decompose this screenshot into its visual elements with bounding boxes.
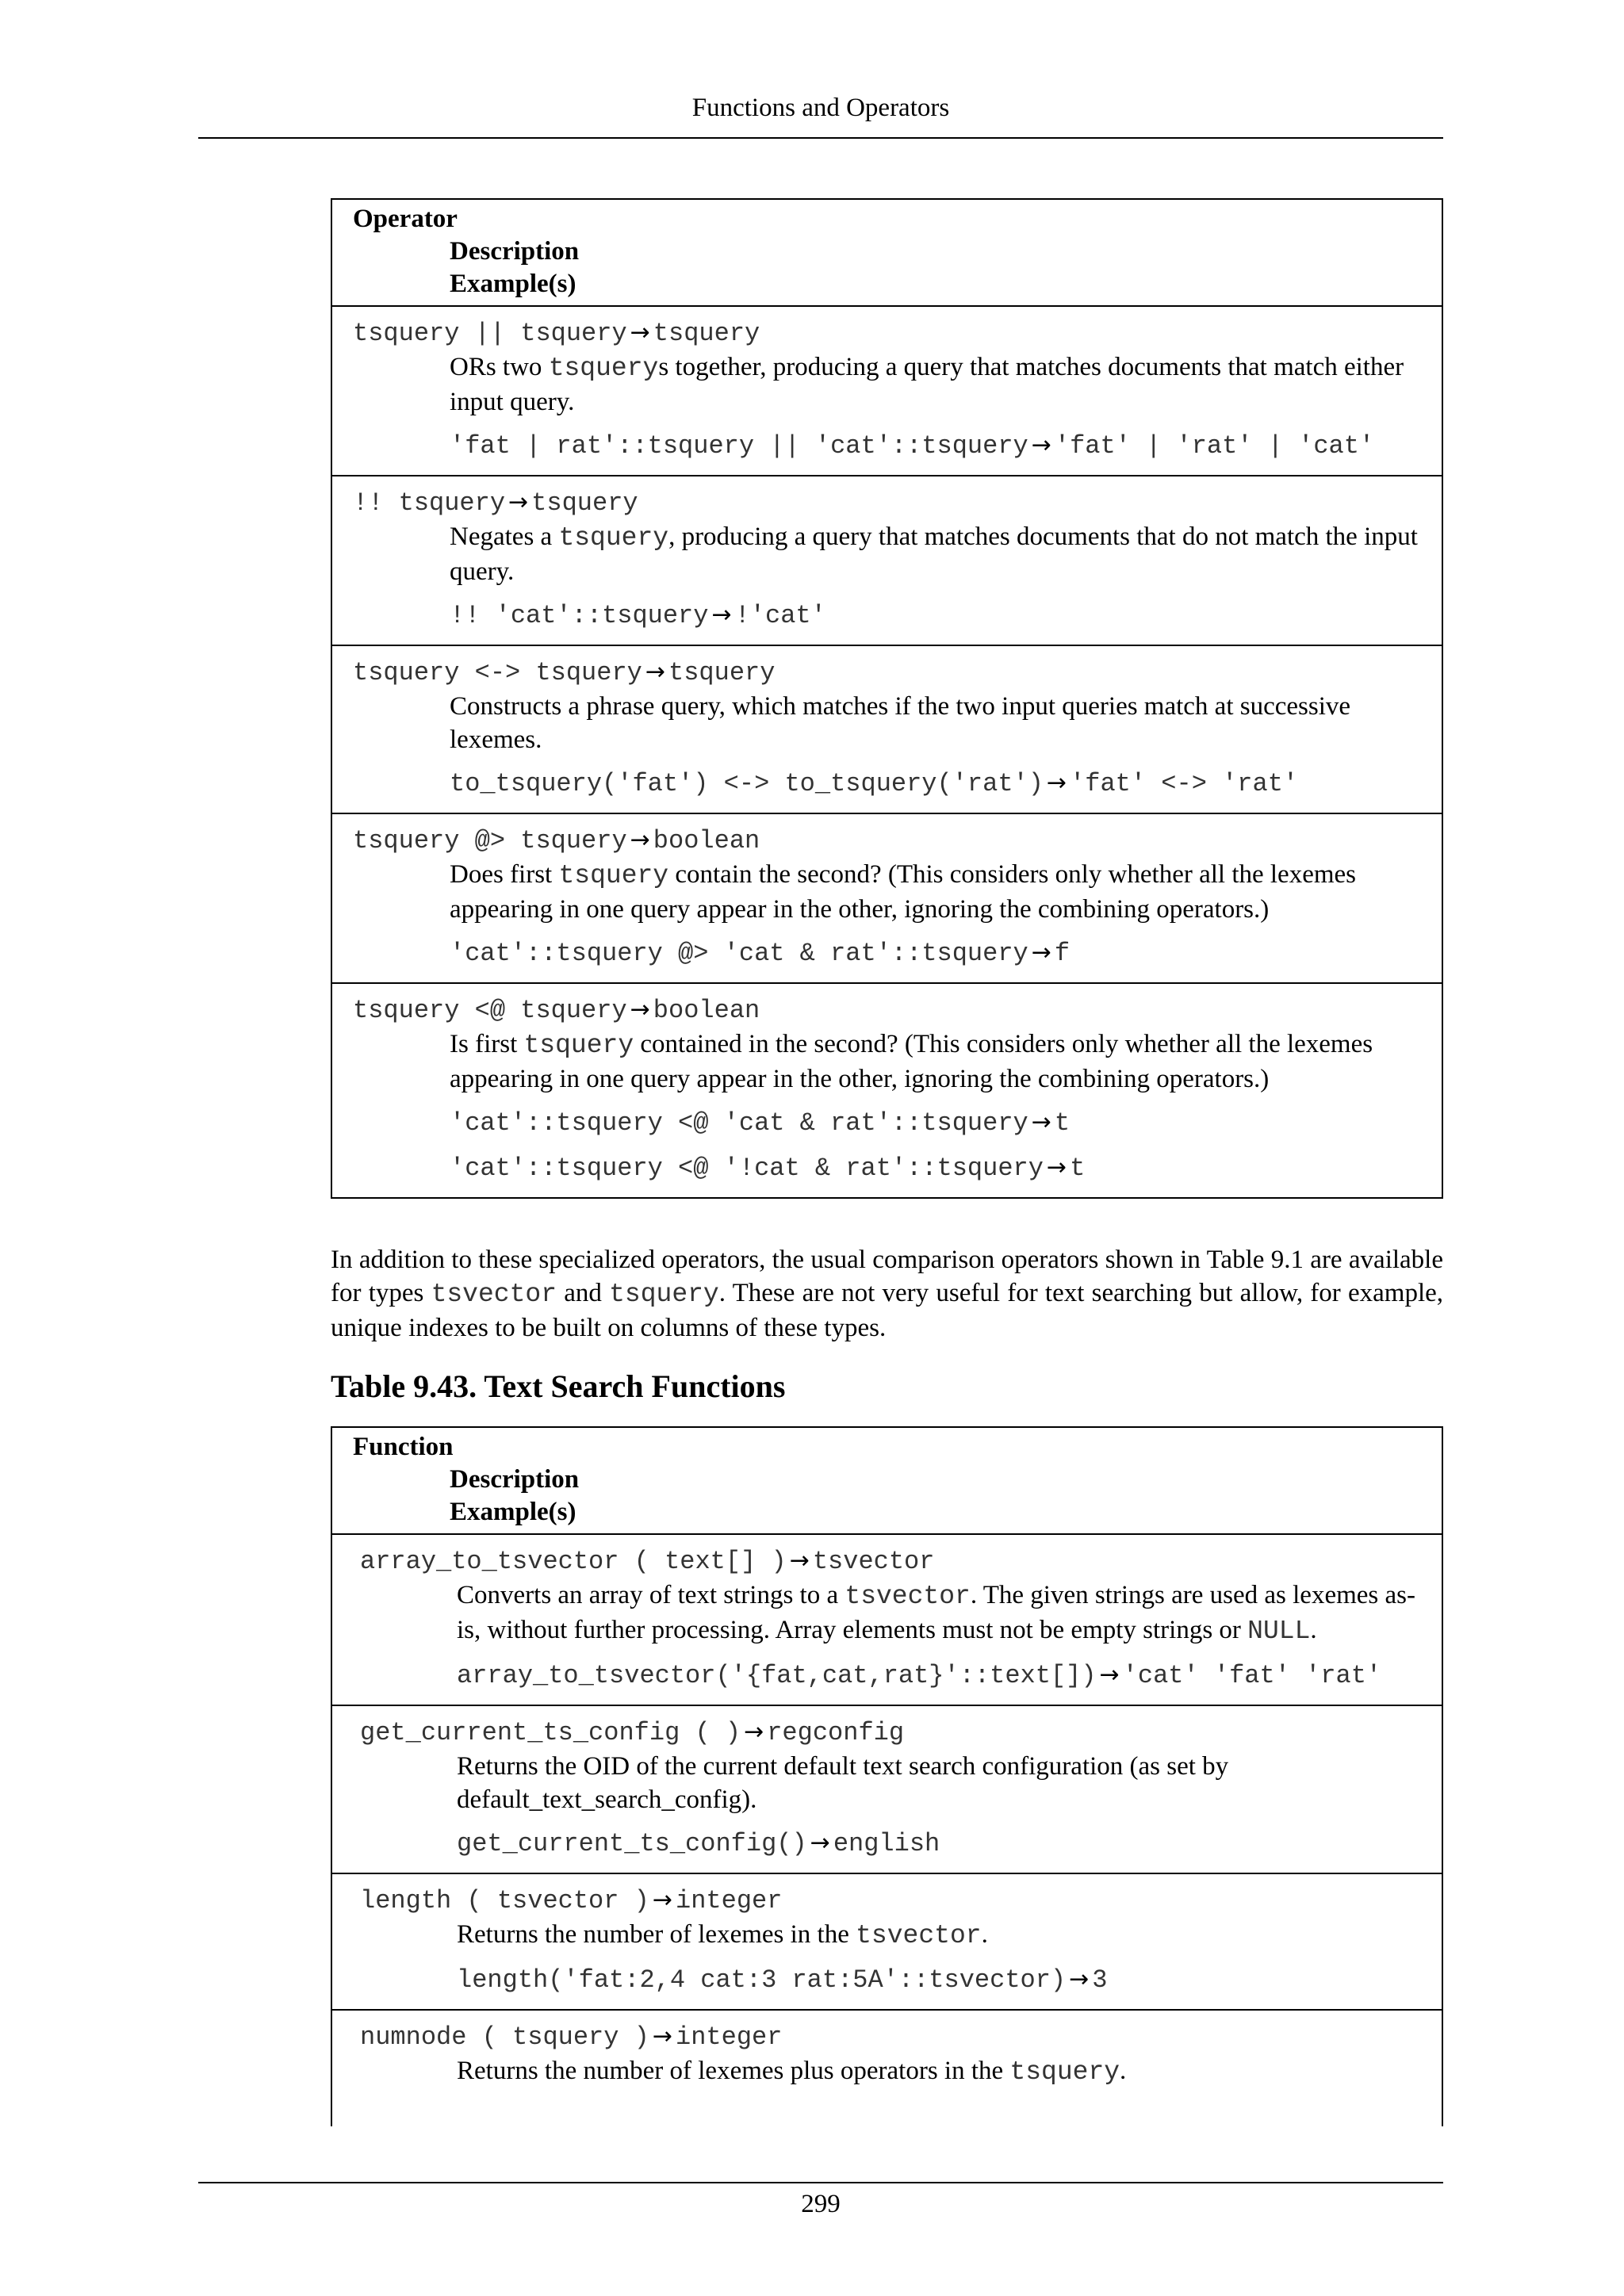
page-header: Functions and Operators bbox=[691, 94, 950, 122]
example bbox=[353, 764, 1423, 802]
arrow-icon: → bbox=[1031, 1108, 1051, 1136]
inline-code: tsvector bbox=[856, 1921, 982, 1950]
table-header bbox=[332, 1428, 1442, 1535]
arrow-icon: → bbox=[1046, 1154, 1067, 1181]
inline-code: tsquery bbox=[558, 861, 669, 890]
header-cell: Example(s) bbox=[450, 270, 576, 298]
signature-code: tsquery || tsquery bbox=[353, 319, 627, 348]
example-result: 3 bbox=[1092, 1965, 1108, 1995]
arrow-icon: → bbox=[652, 1886, 672, 1914]
example-result: t bbox=[1054, 1108, 1071, 1138]
description: ORs two tsquerys together, producing a query that matches documents that match either input query. bbox=[450, 353, 1404, 416]
example-result: 'fat' | 'rat' | 'cat' bbox=[1054, 431, 1375, 461]
example-code: get_current_ts_config() bbox=[457, 1829, 807, 1858]
header-cell: Description bbox=[450, 237, 580, 266]
return-type: tsquery bbox=[653, 319, 760, 348]
example-result: !'cat' bbox=[734, 601, 826, 630]
example-result: t bbox=[1070, 1154, 1086, 1183]
description: Returns the number of lexemes plus operators in the tsquery. bbox=[457, 2057, 1127, 2087]
signature bbox=[360, 2019, 1423, 2054]
arrow-icon: → bbox=[1046, 769, 1067, 797]
signature bbox=[353, 315, 1423, 350]
inline-code: tsquery bbox=[558, 523, 669, 553]
inline-code: NULL bbox=[1247, 1617, 1311, 1646]
description: Is first tsquery contained in the second? (This considers only whether all the lexemes appearing in one query appear in the other, ignoring the combining operators.) bbox=[450, 1030, 1373, 1093]
arrow-icon: → bbox=[810, 1829, 830, 1857]
table-row bbox=[332, 2011, 1442, 2100]
table-header bbox=[332, 200, 1442, 307]
return-type: tsvector bbox=[812, 1547, 935, 1576]
signature bbox=[353, 484, 1423, 520]
return-type: boolean bbox=[653, 826, 760, 855]
example-code: length('fat:2,4 cat:3 rat:5A'::tsvector) bbox=[457, 1965, 1067, 1995]
inline-code: tsvector bbox=[845, 1582, 971, 1611]
table-row bbox=[332, 646, 1442, 814]
return-type: integer bbox=[676, 1886, 783, 1915]
return-type: regconfig bbox=[767, 1718, 905, 1747]
description: Does first tsquery contain the second? (This considers only whether all the lexemes appearing in one query appear in the other, ignoring the combining operators.) bbox=[450, 860, 1357, 924]
description: Constructs a phrase query, which matches if the two input queries match at successive lexemes. bbox=[450, 692, 1351, 754]
functions-table bbox=[331, 1426, 1443, 2126]
signature-code: array_to_tsvector ( text[] ) bbox=[360, 1547, 787, 1576]
description: Returns the OID of the current default text search configuration (as set by default_text_search_config). bbox=[457, 1752, 1229, 1814]
signature bbox=[353, 654, 1423, 690]
operators-table bbox=[331, 198, 1443, 1199]
example-result: 'fat' <-> 'rat' bbox=[1070, 769, 1299, 798]
example-code: 'fat | rat'::tsquery || 'cat'::tsquery bbox=[450, 431, 1028, 461]
header-rule bbox=[198, 137, 1443, 139]
return-type: integer bbox=[676, 2022, 783, 2052]
header-cell: Description bbox=[450, 1465, 580, 1494]
example bbox=[353, 427, 1423, 464]
example-result: english bbox=[833, 1829, 940, 1858]
header-cell: Example(s) bbox=[450, 1498, 576, 1526]
table-row bbox=[332, 307, 1442, 476]
return-type: tsquery bbox=[668, 658, 776, 687]
footer-rule bbox=[198, 2182, 1443, 2183]
return-type: boolean bbox=[653, 996, 760, 1025]
signature-code: length ( tsvector ) bbox=[360, 1886, 649, 1915]
arrow-icon: → bbox=[744, 1718, 764, 1746]
example bbox=[360, 1656, 1423, 1693]
example bbox=[360, 1961, 1423, 1998]
signature-code: numnode ( tsquery ) bbox=[360, 2022, 649, 2052]
example bbox=[353, 596, 1423, 633]
example-code: !! 'cat'::tsquery bbox=[450, 601, 709, 630]
arrow-icon: → bbox=[652, 2022, 672, 2050]
table-caption: Table 9.43. Text Search Functions bbox=[331, 1368, 786, 1404]
table-row bbox=[332, 1874, 1442, 2011]
arrow-icon: → bbox=[1069, 1965, 1090, 1993]
example-code: 'cat'::tsquery <@ '!cat & rat'::tsquery bbox=[450, 1154, 1044, 1183]
return-type: tsquery bbox=[531, 488, 638, 518]
signature-code: tsquery <-> tsquery bbox=[353, 658, 642, 687]
signature bbox=[360, 1543, 1423, 1578]
arrow-icon: → bbox=[1099, 1661, 1120, 1689]
inline-code: tsquery bbox=[1009, 2057, 1120, 2087]
signature bbox=[360, 1714, 1423, 1750]
table-row bbox=[332, 984, 1442, 1197]
arrow-icon: → bbox=[711, 601, 732, 629]
example bbox=[360, 1824, 1423, 1862]
header-cell: Operator bbox=[353, 205, 458, 233]
arrow-icon: → bbox=[645, 658, 665, 686]
inline-code: tsquery bbox=[548, 354, 659, 383]
description: Converts an array of text strings to a tsvector. The given strings are used as lexemes as-is, without further processing. Array elements must not be empty strings or NULL. bbox=[457, 1581, 1415, 1646]
signature bbox=[353, 992, 1423, 1027]
page-number: 299 bbox=[801, 2190, 841, 2218]
table-row bbox=[332, 1706, 1442, 1874]
table-row bbox=[332, 476, 1442, 646]
arrow-icon: → bbox=[630, 996, 650, 1024]
table-row bbox=[332, 814, 1442, 984]
body-paragraph: In addition to these specialized operators, the usual comparison operators shown in Table 9.1 are available for types tsvector and tsquery. These are not very useful for text searching but allow, for example, unique indexes to be built on columns of these types. bbox=[331, 1246, 1444, 1342]
signature-code: !! tsquery bbox=[353, 488, 506, 518]
signature-code: tsquery @> tsquery bbox=[353, 826, 627, 855]
arrow-icon: → bbox=[630, 826, 650, 854]
arrow-icon: → bbox=[1031, 431, 1051, 459]
arrow-icon: → bbox=[1031, 939, 1051, 966]
description: Negates a tsquery, producing a query that matches documents that do not match the input query. bbox=[450, 522, 1418, 586]
table-row bbox=[332, 1535, 1442, 1706]
example-code: array_to_tsvector('{fat,cat,rat}'::text[]) bbox=[457, 1661, 1097, 1690]
arrow-icon: → bbox=[789, 1547, 810, 1575]
example-result: f bbox=[1054, 939, 1071, 968]
arrow-icon: → bbox=[630, 319, 650, 346]
signature bbox=[353, 822, 1423, 858]
example-code: 'cat'::tsquery @> 'cat & rat'::tsquery bbox=[450, 939, 1028, 968]
example-result: 'cat' 'fat' 'rat' bbox=[1122, 1661, 1382, 1690]
signature bbox=[360, 1882, 1423, 1918]
description: Returns the number of lexemes in the tsvector. bbox=[457, 1920, 988, 1950]
example-code: to_tsquery('fat') <-> to_tsquery('rat') bbox=[450, 769, 1044, 798]
inline-code: tsquery bbox=[523, 1031, 634, 1060]
example bbox=[353, 1149, 1423, 1186]
example-code: 'cat'::tsquery <@ 'cat & rat'::tsquery bbox=[450, 1108, 1028, 1138]
signature-code: tsquery <@ tsquery bbox=[353, 996, 627, 1025]
example bbox=[353, 934, 1423, 971]
signature-code: get_current_ts_config ( ) bbox=[360, 1718, 741, 1747]
header-cell: Function bbox=[353, 1433, 454, 1461]
example bbox=[353, 1104, 1423, 1141]
arrow-icon: → bbox=[508, 488, 529, 516]
